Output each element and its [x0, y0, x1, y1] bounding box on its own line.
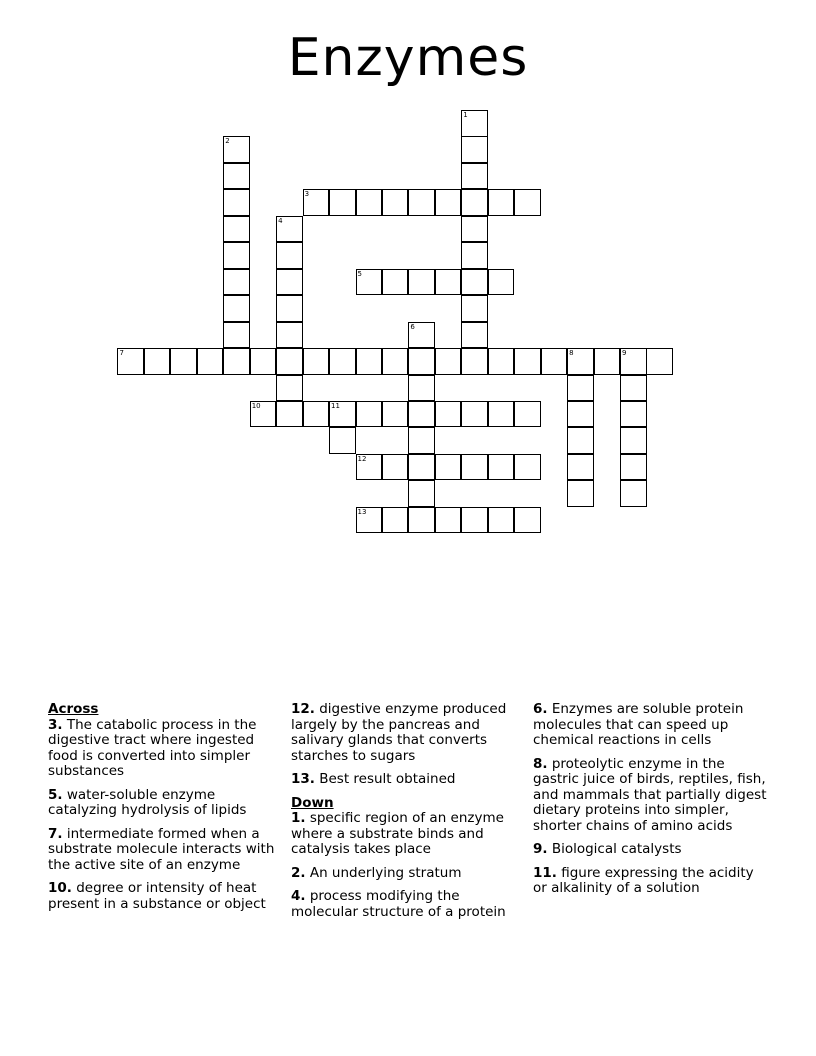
- clue-number: 4: [278, 216, 283, 225]
- grid-cell[interactable]: [567, 427, 594, 454]
- clue-number: 6: [410, 322, 415, 331]
- grid-cell[interactable]: [382, 348, 409, 375]
- grid-cell[interactable]: [620, 454, 647, 481]
- clue-number: 9: [622, 349, 627, 358]
- grid-cell[interactable]: [408, 322, 435, 349]
- grid-cell[interactable]: [223, 242, 250, 269]
- grid-cell[interactable]: [356, 348, 383, 375]
- grid-cell[interactable]: [620, 348, 647, 375]
- clue-down-11: 11. figure expressing the acidity or alkalinity of a solution: [533, 864, 754, 896]
- grid-cell[interactable]: [223, 269, 250, 296]
- grid-cell[interactable]: [408, 189, 435, 216]
- grid-cell[interactable]: [620, 375, 647, 402]
- clue-down-6: 6. Enzymes are soluble protein molecules that can speed up chemical reactions in cells: [533, 701, 744, 748]
- grid-cell[interactable]: [408, 480, 435, 507]
- clue-number: 2: [225, 137, 230, 146]
- grid-cell[interactable]: [276, 375, 303, 402]
- grid-cell[interactable]: [567, 348, 594, 375]
- grid-cell[interactable]: [276, 242, 303, 269]
- grid-cell[interactable]: [435, 348, 462, 375]
- grid-cell[interactable]: [514, 189, 541, 216]
- grid-cell[interactable]: [276, 269, 303, 296]
- grid-cell[interactable]: [567, 480, 594, 507]
- grid-cell[interactable]: [144, 348, 171, 375]
- grid-cell[interactable]: [488, 189, 515, 216]
- grid-cell[interactable]: [461, 216, 488, 243]
- grid-cell[interactable]: [250, 348, 277, 375]
- grid-cell[interactable]: [514, 507, 541, 534]
- grid-cell[interactable]: [223, 216, 250, 243]
- grid-cell[interactable]: [250, 401, 277, 428]
- down-header: Down: [291, 794, 334, 811]
- clue-number: 8: [569, 349, 574, 358]
- grid-cell[interactable]: [435, 507, 462, 534]
- grid-cell[interactable]: [356, 189, 383, 216]
- grid-cell[interactable]: [620, 480, 647, 507]
- grid-cell[interactable]: [461, 163, 488, 190]
- grid-cell[interactable]: [170, 348, 197, 375]
- grid-cell[interactable]: [276, 348, 303, 375]
- grid-cell[interactable]: [276, 216, 303, 243]
- clue-across-12: 12. digestive enzyme produced largely by the pancreas and salivary glands that converts starches to sugars: [291, 701, 507, 764]
- grid-cell[interactable]: [356, 507, 383, 534]
- grid-cell[interactable]: [303, 401, 330, 428]
- clue-across-10: 10. degree or intensity of heat present in a substance or object: [48, 880, 266, 912]
- grid-cell[interactable]: [514, 401, 541, 428]
- grid-cell[interactable]: [408, 348, 435, 375]
- clue-across-3: 3. The catabolic process in the digestive tract where ingested food is converted into simpler substances: [48, 716, 257, 779]
- grid-cell[interactable]: [223, 136, 250, 163]
- grid-cell[interactable]: [276, 401, 303, 428]
- clue-down-2: 2. An underlying stratum: [291, 864, 462, 881]
- grid-cell[interactable]: [461, 401, 488, 428]
- grid-cell[interactable]: [329, 401, 356, 428]
- grid-cell[interactable]: [356, 401, 383, 428]
- grid-cell[interactable]: [514, 348, 541, 375]
- clue-across-5: 5. water-soluble enzyme catalyzing hydrolysis of lipids: [48, 786, 247, 818]
- grid-cell[interactable]: [223, 348, 250, 375]
- grid-cell[interactable]: [356, 269, 383, 296]
- grid-cell[interactable]: [435, 189, 462, 216]
- grid-cell[interactable]: [488, 454, 515, 481]
- grid-cell[interactable]: [435, 269, 462, 296]
- grid-cell[interactable]: [197, 348, 224, 375]
- grid-cell[interactable]: [461, 136, 488, 163]
- grid-cell[interactable]: [329, 348, 356, 375]
- grid-cell[interactable]: [514, 454, 541, 481]
- clue-down-1: 1. specific region of an enzyme where a substrate binds and catalysis takes place: [291, 810, 504, 857]
- grid-cell[interactable]: [461, 348, 488, 375]
- clue-number: 10: [251, 401, 261, 410]
- grid-cell[interactable]: [223, 189, 250, 216]
- grid-cell[interactable]: [488, 348, 515, 375]
- grid-cell[interactable]: [408, 401, 435, 428]
- grid-cell[interactable]: [356, 454, 383, 481]
- grid-cell[interactable]: [461, 110, 488, 137]
- grid-cell[interactable]: [223, 322, 250, 349]
- grid-cell[interactable]: [620, 401, 647, 428]
- clue-across-7: 7. intermediate formed when a substrate molecule interacts with the active site of an enzyme: [48, 825, 275, 873]
- clue-number: 7: [119, 349, 124, 358]
- clue-number: 3: [304, 190, 310, 199]
- clue-down-4: 4. process modifying the molecular structure of a protein: [291, 888, 506, 920]
- grid-cell[interactable]: [567, 401, 594, 428]
- grid-cell[interactable]: [382, 507, 409, 534]
- clue-number: 5: [357, 269, 362, 278]
- grid-cell[interactable]: [461, 189, 488, 216]
- grid-cell[interactable]: [408, 507, 435, 534]
- grid-cell[interactable]: [223, 295, 250, 322]
- grid-cell[interactable]: [382, 269, 409, 296]
- grid-cell[interactable]: [303, 348, 330, 375]
- grid-cell[interactable]: [223, 163, 250, 190]
- grid-cell[interactable]: [382, 401, 409, 428]
- clues-column-3: [533, 702, 768, 905]
- grid-cell[interactable]: [382, 189, 409, 216]
- grid-cell[interactable]: [461, 269, 488, 296]
- grid-cell[interactable]: [461, 242, 488, 269]
- clues-column-2: [291, 702, 523, 928]
- grid-cell[interactable]: [329, 427, 356, 454]
- clues-column-1: [48, 702, 280, 920]
- clue-number: 11: [331, 401, 340, 410]
- grid-cell[interactable]: [408, 427, 435, 454]
- grid-cell[interactable]: [276, 322, 303, 349]
- across-header: Across: [48, 701, 99, 717]
- clue-across-13: 13. Best result obtained: [291, 771, 456, 787]
- grid-cell[interactable]: [435, 401, 462, 428]
- grid-cell[interactable]: [435, 454, 462, 481]
- grid-cell[interactable]: [408, 375, 435, 402]
- grid-cell[interactable]: [461, 295, 488, 322]
- grid-cell[interactable]: [408, 454, 435, 481]
- grid-cell[interactable]: [461, 322, 488, 349]
- grid-cell[interactable]: [117, 348, 144, 375]
- grid-cell[interactable]: [646, 348, 673, 375]
- grid-cell[interactable]: [567, 375, 594, 402]
- grid-cell[interactable]: [594, 348, 621, 375]
- grid-cell[interactable]: [303, 189, 330, 216]
- grid-cell[interactable]: [408, 269, 435, 296]
- grid-cell[interactable]: [382, 454, 409, 481]
- clue-down-8: 8. proteolytic enzyme in the gastric juice of birds, reptiles, fish, and mammals that partially digest dietary proteins into simpler, shorter chains of amino acids: [533, 755, 767, 834]
- grid-cell[interactable]: [329, 189, 356, 216]
- grid-cell[interactable]: [567, 454, 594, 481]
- clue-down-9: 9. Biological catalysts: [533, 841, 682, 857]
- grid-cell[interactable]: [488, 401, 515, 428]
- clue-number: 13: [357, 507, 367, 516]
- grid-cell[interactable]: [541, 348, 568, 375]
- grid-cell[interactable]: [276, 295, 303, 322]
- grid-cell[interactable]: [461, 454, 488, 481]
- grid-cell[interactable]: [488, 507, 515, 534]
- clue-number: 12: [357, 454, 367, 463]
- page-title: Enzymes: [287, 28, 529, 88]
- grid-cell[interactable]: [488, 269, 515, 296]
- grid-cell[interactable]: [620, 427, 647, 454]
- clue-number: 1: [463, 111, 468, 119]
- grid-cell[interactable]: [461, 507, 488, 534]
